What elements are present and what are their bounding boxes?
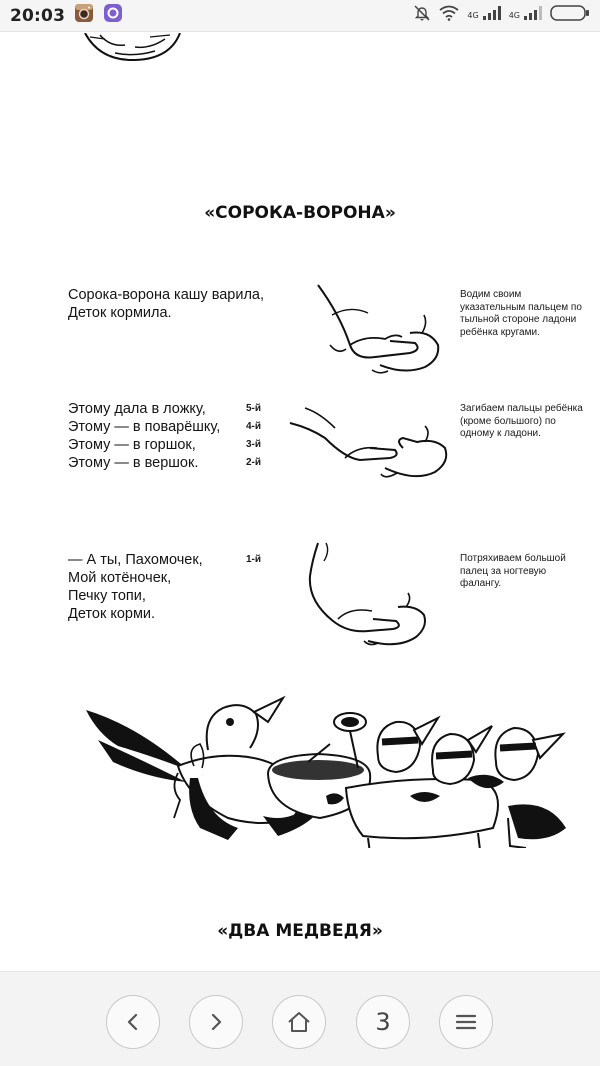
instagram-icon xyxy=(74,3,94,28)
back-button[interactable] xyxy=(106,995,160,1049)
verse-line: Этому — в вершок. xyxy=(68,455,199,471)
finger-labels-2 xyxy=(246,400,261,472)
verse-line: Печку топи, xyxy=(68,588,146,604)
hand-gesture-illustration-2 xyxy=(285,398,455,488)
mute-icon xyxy=(413,4,431,27)
page-content xyxy=(0,33,600,971)
verse-line: Деток корми. xyxy=(68,606,156,622)
menu-button[interactable] xyxy=(439,995,493,1049)
signal-icon xyxy=(483,6,501,25)
signal-1-label: 4G xyxy=(467,11,479,20)
verse-line: Деток кормила. xyxy=(68,305,172,321)
magpie-illustration xyxy=(78,678,573,848)
battery-icon xyxy=(550,5,590,26)
illustration-top-fragment xyxy=(80,33,190,65)
verse-line: Этому — в поварёшку, xyxy=(68,419,221,435)
hand-gesture-illustration-1 xyxy=(310,275,450,380)
verse-line: Мой котёночек, xyxy=(68,570,172,586)
chevron-left-icon xyxy=(123,1012,143,1032)
status-bar xyxy=(0,0,600,32)
browser-bottom-nav xyxy=(0,971,600,1066)
tabs-button[interactable] xyxy=(356,995,410,1049)
verse-line: — А ты, Пахомочек, xyxy=(68,552,203,568)
verse-line: Этому — в горшок, xyxy=(68,437,196,453)
home-icon xyxy=(287,1011,311,1033)
signal-2-label: 4G xyxy=(508,11,520,20)
forward-button[interactable] xyxy=(189,995,243,1049)
verse-line: Сорока-ворона кашу варила, xyxy=(68,287,265,303)
next-section-title: «ДВА МЕДВЕДЯ» xyxy=(217,921,383,941)
finger-label: 1-й xyxy=(246,554,262,565)
verse-stanza-3 xyxy=(68,551,203,623)
instruction-text: Водим своим указательным пальцем по тыльной стороне ладони ребёнка кругами. xyxy=(460,289,582,338)
verse-stanza-1 xyxy=(68,286,264,322)
tabs-count: 3 xyxy=(375,1008,391,1036)
finger-labels-3 xyxy=(246,551,261,569)
status-time: 20:03 xyxy=(10,5,66,26)
finger-label: 5-й xyxy=(246,403,262,414)
hand-gesture-illustration-3 xyxy=(298,541,438,651)
finger-label: 4-й xyxy=(246,421,262,432)
instruction-text: Загибаем пальцы ребёнка (кроме большого) по одному к ладони. xyxy=(460,403,583,439)
instruction-text: Потряхиваем большой палец за ногтевую фалангу. xyxy=(460,553,566,589)
section-title: «СОРОКА-ВОРОНА» xyxy=(204,203,396,223)
wifi-icon xyxy=(439,5,459,26)
signal-icon xyxy=(524,6,542,25)
finger-label: 3-й xyxy=(246,439,262,450)
finger-label: 2-й xyxy=(246,457,262,468)
home-button[interactable] xyxy=(272,995,326,1049)
viber-icon xyxy=(103,3,123,28)
menu-icon xyxy=(455,1013,477,1031)
verse-line: Этому дала в ложку, xyxy=(68,401,206,417)
verse-stanza-2 xyxy=(68,400,220,472)
chevron-right-icon xyxy=(206,1012,226,1032)
